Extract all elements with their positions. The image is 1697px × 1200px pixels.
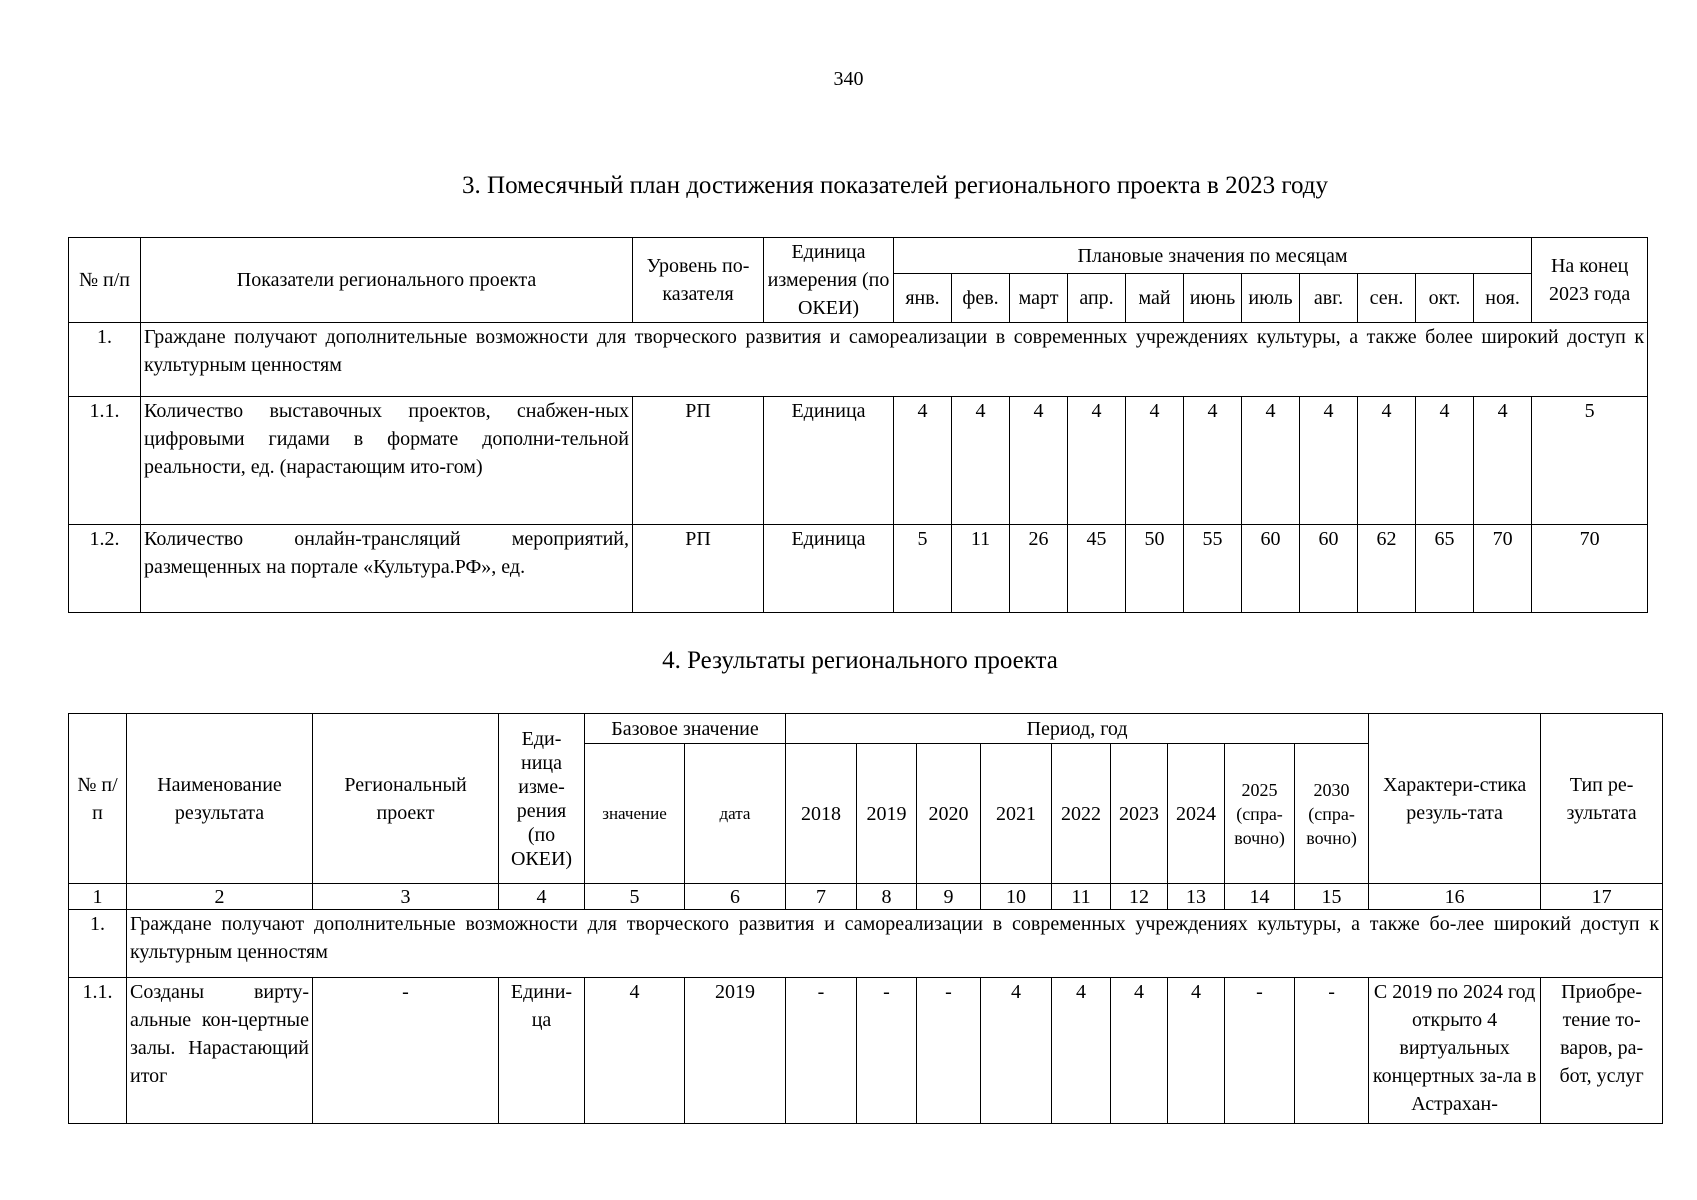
month-value: 4 (1358, 397, 1416, 525)
indicator-unit: Единица (764, 397, 894, 525)
month-header: март (1010, 274, 1068, 323)
year-value: - (857, 978, 917, 1124)
month-header: сен. (1358, 274, 1416, 323)
month-value: 45 (1068, 525, 1126, 613)
header-characteristic: Характери-стика резуль-тата (1369, 714, 1541, 884)
year-value: - (1225, 978, 1295, 1124)
year-header: 2023 (1111, 744, 1168, 884)
year-header: 2020 (917, 744, 981, 884)
year-header: 2019 (857, 744, 917, 884)
header-num: № п/п (69, 238, 141, 323)
year-header: 2018 (786, 744, 857, 884)
month-value: 60 (1300, 525, 1358, 613)
header-base-value-value: значение (585, 744, 685, 884)
column-number: 13 (1168, 884, 1225, 910)
row-num: 1. (69, 323, 141, 397)
year-value: - (1295, 978, 1369, 1124)
month-header: авг. (1300, 274, 1358, 323)
month-value: 4 (894, 397, 952, 525)
row-num: 1.2. (69, 525, 141, 613)
column-number: 10 (981, 884, 1052, 910)
year-header: 2030 (спра-вочно) (1295, 744, 1369, 884)
header-base-value-date: дата (685, 744, 786, 884)
column-number: 6 (685, 884, 786, 910)
base-value: 4 (585, 978, 685, 1124)
table-row (69, 978, 1663, 1124)
indicator-unit: Единица (764, 525, 894, 613)
year-value: 4 (1168, 978, 1225, 1124)
row-num: 1.1. (69, 978, 127, 1124)
year-value: - (917, 978, 981, 1124)
month-value: 4 (1416, 397, 1474, 525)
group-goal-text: Граждане получают дополнительные возможности для творческого развития и самореализации в современных учреждениях культуры, а также более широкий доступ к культурным ценностям (141, 323, 1648, 397)
result-regional-project: - (313, 978, 499, 1124)
indicator-level: РП (633, 525, 764, 613)
month-value: 50 (1126, 525, 1184, 613)
month-value: 4 (1474, 397, 1532, 525)
month-header: июль (1242, 274, 1300, 323)
month-value: 60 (1242, 525, 1300, 613)
table-row (69, 525, 1648, 613)
header-unit: Еди-ница изме-рения (по ОКЕИ) (499, 714, 585, 884)
indicator-name: Количество онлайн-трансляций мероприятий, размещенных на портале «Культура.РФ», ед. (141, 525, 633, 613)
column-number: 15 (1295, 884, 1369, 910)
month-value: 26 (1010, 525, 1068, 613)
header-indicator: Показатели регионального проекта (141, 238, 633, 323)
row-num: 1. (69, 910, 127, 978)
month-value: 62 (1358, 525, 1416, 613)
column-number: 17 (1541, 884, 1663, 910)
year-header: 2025 (спра-вочно) (1225, 744, 1295, 884)
column-number: 12 (1111, 884, 1168, 910)
month-header: ноя. (1474, 274, 1532, 323)
section-4-title: 4. Результаты регионального проекта (662, 647, 1058, 674)
header-num: № п/п (69, 714, 127, 884)
column-number: 9 (917, 884, 981, 910)
table-row (69, 910, 1663, 978)
month-value: 11 (952, 525, 1010, 613)
table-row (69, 323, 1648, 397)
header-level: Уровень по-казателя (633, 238, 764, 323)
month-value: 4 (1010, 397, 1068, 525)
year-value: 4 (1052, 978, 1111, 1124)
column-number: 2 (127, 884, 313, 910)
month-header: фев. (952, 274, 1010, 323)
group-goal-text: Граждане получают дополнительные возможности для творческого развития и самореализации в современных учреждениях культуры, а также бо-лее широкий доступ к культурным ценностям (127, 910, 1663, 978)
month-header: июнь (1184, 274, 1242, 323)
result-unit: Едини-ца (499, 978, 585, 1124)
indicator-level: РП (633, 397, 764, 525)
year-end-value: 70 (1532, 525, 1648, 613)
column-number: 3 (313, 884, 499, 910)
month-header: май (1126, 274, 1184, 323)
result-type: Приобре-тение то-варов, ра-бот, услуг (1541, 978, 1663, 1124)
month-value: 5 (894, 525, 952, 613)
header-unit: Единица измерения (по ОКЕИ) (764, 238, 894, 323)
month-value: 4 (1300, 397, 1358, 525)
month-value: 70 (1474, 525, 1532, 613)
column-number-row (69, 884, 1663, 910)
row-num: 1.1. (69, 397, 141, 525)
section-3-title: 3. Помесячный план достижения показателей регионального проекта в 2023 году (462, 172, 1328, 199)
month-value: 55 (1184, 525, 1242, 613)
header-monthly: Плановые значения по месяцам (894, 238, 1532, 274)
year-header: 2021 (981, 744, 1052, 884)
header-period: Период, год (786, 714, 1369, 744)
column-number: 4 (499, 884, 585, 910)
month-value: 4 (952, 397, 1010, 525)
month-value: 4 (1126, 397, 1184, 525)
month-value: 4 (1184, 397, 1242, 525)
year-end-value: 5 (1532, 397, 1648, 525)
column-number: 16 (1369, 884, 1541, 910)
result-name: Созданы вирту-альные кон-цертные залы. Нарастающий итог (127, 978, 313, 1124)
project-results-table (68, 713, 1663, 1124)
month-header: янв. (894, 274, 952, 323)
column-number: 11 (1052, 884, 1111, 910)
result-characteristic: С 2019 по 2024 год открыто 4 виртуальных концертных за-ла в Астрахан- (1369, 978, 1541, 1124)
month-value: 65 (1416, 525, 1474, 613)
header-regional-project: Региональный проект (313, 714, 499, 884)
year-value: - (786, 978, 857, 1124)
header-result-type: Тип ре-зультата (1541, 714, 1663, 884)
month-header: апр. (1068, 274, 1126, 323)
column-number: 5 (585, 884, 685, 910)
column-number: 1 (69, 884, 127, 910)
indicator-name: Количество выставочных проектов, снабжен-ных цифровыми гидами в формате дополни-тельной реальности, ед. (нарастающим ито-гом) (141, 397, 633, 525)
table-row (69, 397, 1648, 525)
header-year-end: На конец 2023 года (1532, 238, 1648, 323)
column-number: 14 (1225, 884, 1295, 910)
year-value: 4 (1111, 978, 1168, 1124)
header-base-value: Базовое значение (585, 714, 786, 744)
year-value: 4 (981, 978, 1052, 1124)
month-value: 4 (1242, 397, 1300, 525)
month-value: 4 (1068, 397, 1126, 525)
year-header: 2022 (1052, 744, 1111, 884)
monthly-plan-table (68, 237, 1648, 613)
year-header: 2024 (1168, 744, 1225, 884)
column-number: 8 (857, 884, 917, 910)
base-date: 2019 (685, 978, 786, 1124)
header-result-name: Наименование результата (127, 714, 313, 884)
page-number: 340 (833, 68, 864, 90)
month-header: окт. (1416, 274, 1474, 323)
column-number: 7 (786, 884, 857, 910)
